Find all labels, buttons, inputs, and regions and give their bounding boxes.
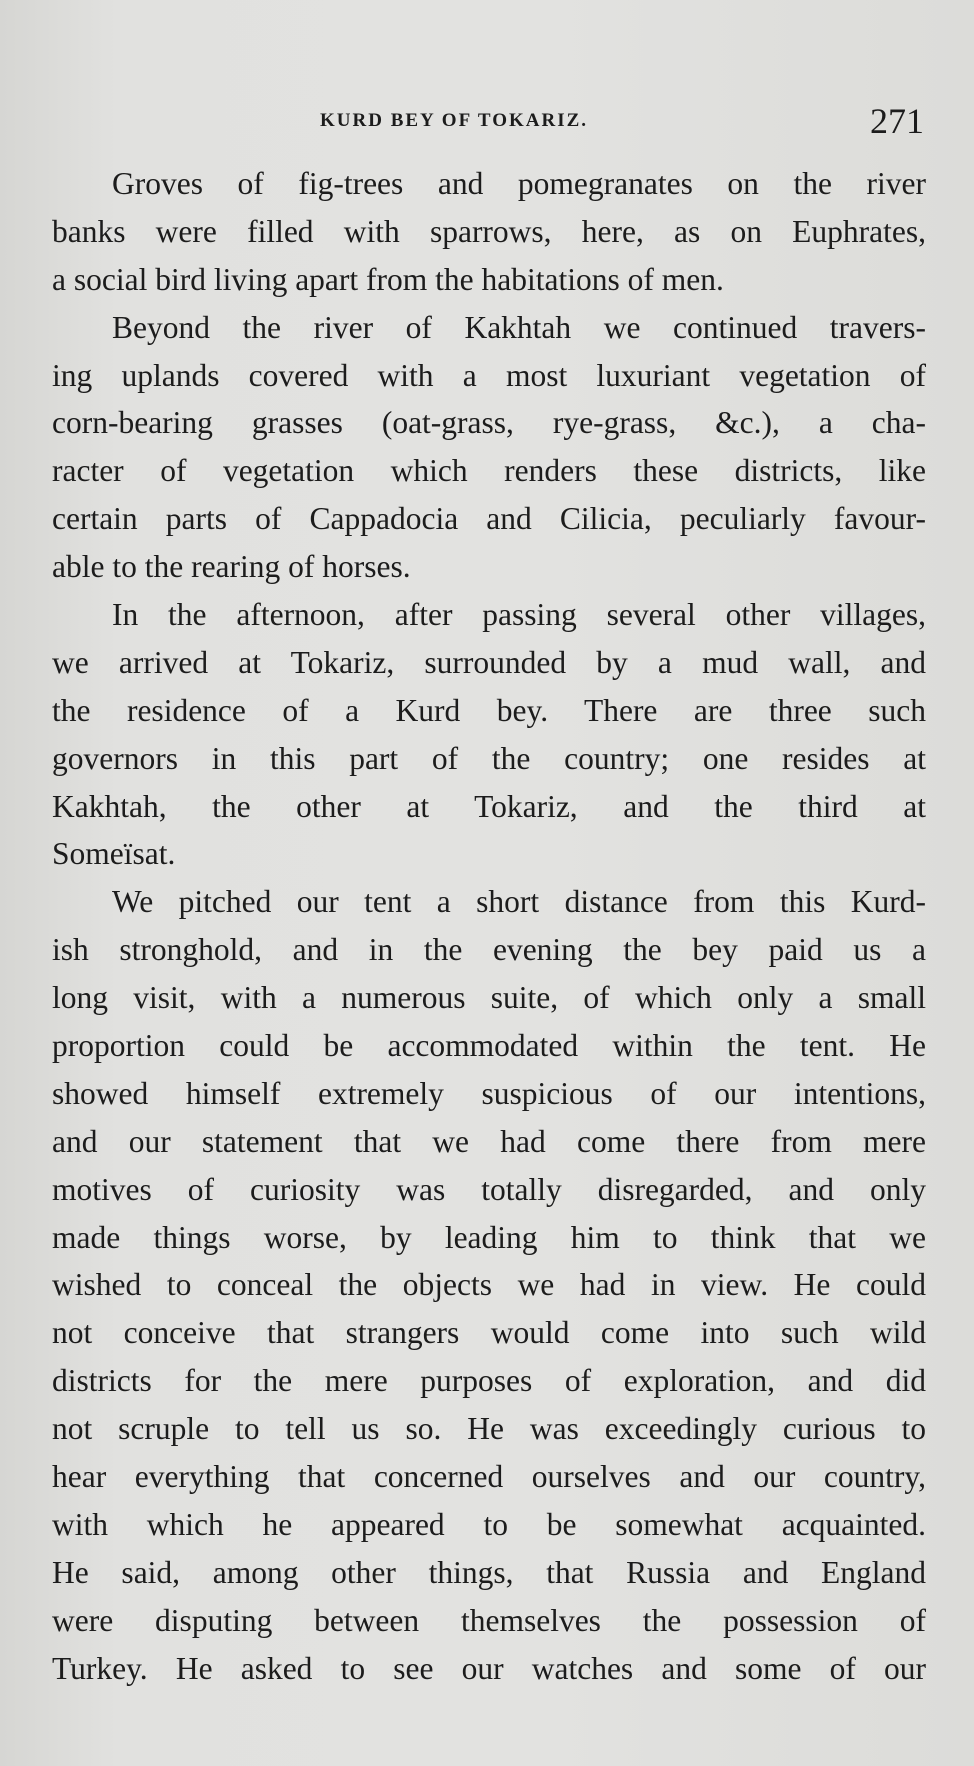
text-line: corn-bearing grasses (oat-grass, rye-grass, &c.), a cha-: [52, 405, 926, 441]
text-line: banks were filled with sparrows, here, as on Euphrates,: [52, 213, 926, 249]
text-line: proportion could be accommodated within the tent. He: [52, 1028, 926, 1064]
text-line: He said, among other things, that Russia and England: [52, 1554, 926, 1590]
body-text: [52, 160, 926, 1693]
text-line: showed himself extremely suspicious of our intentions,: [52, 1075, 926, 1111]
text-line: certain parts of Cappadocia and Cilicia, peculiarly favour-: [52, 501, 926, 537]
text-line: governors in this part of the country; one resides at: [52, 740, 926, 776]
text-line: racter of vegetation which renders these districts, like: [52, 453, 926, 489]
text-line: not scruple to tell us so. He was exceedingly curious to: [52, 1411, 926, 1447]
text-line: wished to conceal the objects we had in view. He could: [52, 1267, 926, 1303]
text-line: and our statement that we had come there from mere: [52, 1123, 926, 1159]
text-line: We pitched our tent a short distance from this Kurd-: [112, 884, 926, 920]
text-line: Turkey. He asked to see our watches and some of our: [52, 1650, 926, 1686]
running-title: KURD BEY OF TOKARIZ.: [320, 110, 589, 131]
text-line: districts for the mere purposes of exploration, and did: [52, 1363, 926, 1399]
text-line: a social bird living apart from the habitations of men.: [52, 261, 724, 297]
text-line: able to the rearing of horses.: [52, 549, 411, 585]
text-line: long visit, with a numerous suite, of which only a small: [52, 980, 926, 1016]
text-line: the residence of a Kurd bey. There are three such: [52, 692, 926, 728]
text-line: Beyond the river of Kakhtah we continued travers-: [112, 309, 926, 345]
text-line: ing uplands covered with a most luxuriant vegetation of: [52, 357, 926, 393]
text-line: were disputing between themselves the possession of: [52, 1602, 926, 1638]
text-line: we arrived at Tokariz, surrounded by a mud wall, and: [52, 644, 926, 680]
text-line: In the afternoon, after passing several other villages,: [112, 597, 926, 633]
text-line: not conceive that strangers would come into such wild: [52, 1315, 926, 1351]
text-line: made things worse, by leading him to think that we: [52, 1219, 926, 1255]
text-line: motives of curiosity was totally disregarded, and only: [52, 1171, 926, 1207]
text-line: hear everything that concerned ourselves and our country,: [52, 1459, 926, 1495]
text-line: Kakhtah, the other at Tokariz, and the third at: [52, 788, 926, 824]
text-line: Someïsat.: [52, 836, 176, 872]
page-number: 271: [870, 101, 924, 141]
running-head: [0, 100, 974, 140]
text-line: Groves of fig-trees and pomegranates on the river: [112, 166, 926, 201]
text-line: with which he appeared to be somewhat acquainted.: [52, 1506, 926, 1542]
text-line: ish stronghold, and in the evening the bey paid us a: [52, 932, 926, 968]
